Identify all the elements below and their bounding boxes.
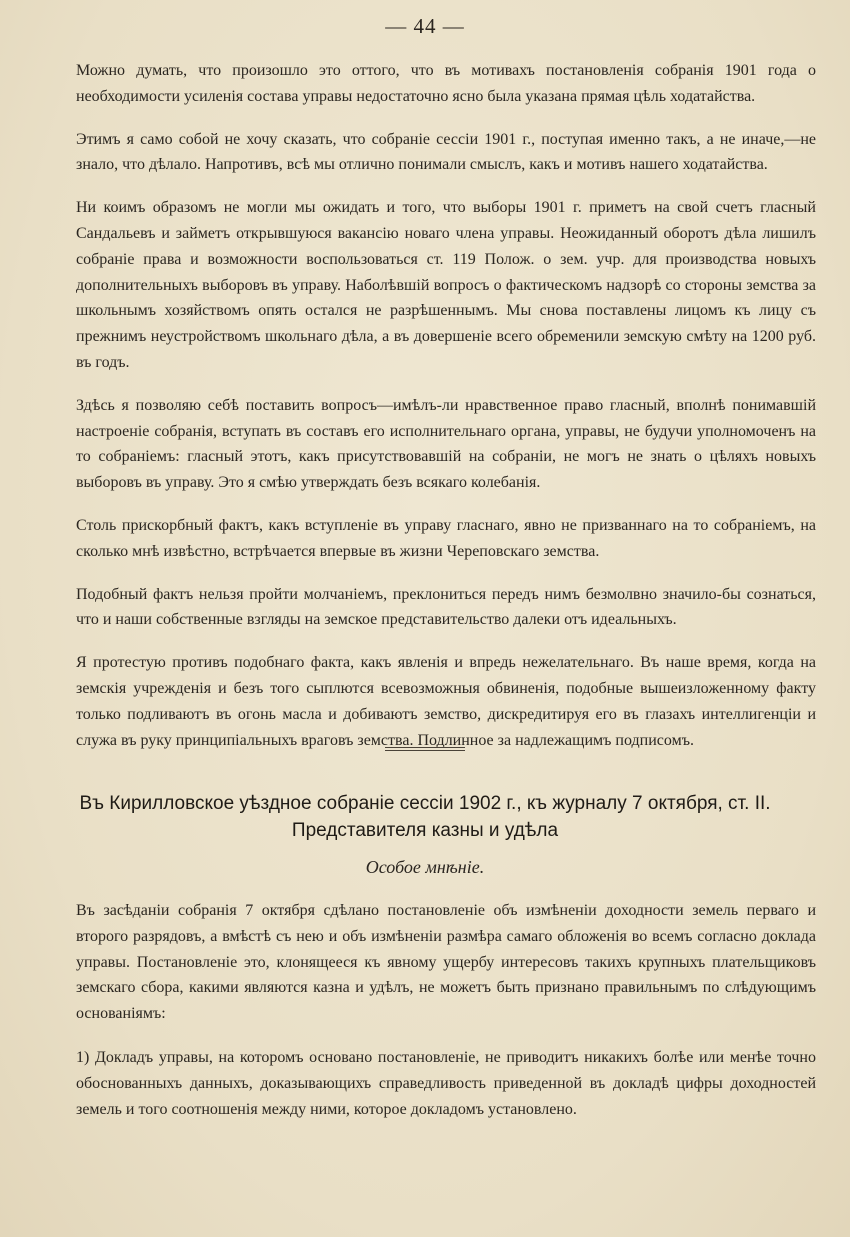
- page-number: — 44 —: [385, 14, 465, 38]
- paragraph: Этимъ я само собой не хочу сказать, что собраніе сессіи 1901 г., поступая именно такъ, а не иначе,—не знало, что дѣлало. Напротивъ, всѣ мы отлично понимали смыслъ, какъ и мотивъ нашего ходатайства.: [76, 130, 816, 174]
- paragraph: Ни коимъ образомъ не могли мы ожидать и того, что выборы 1901 г. приметъ на свой счетъ гласный Сандальевъ и займетъ открывшуюся вакансію новаго члена управы. Неожиданный оборотъ дѣла лишилъ собраніе права и возможности воспользоваться ст. 119 Полож. о зем. учр. для производства новыхъ дополнительныхъ выборовъ въ управу. Наболѣвшій вопросъ о фактическомъ надзорѣ со стороны земства за школьнымъ хозяйствомъ опять остался не разрѣшеннымъ. Мы снова поставлены лицомъ къ лицу съ прежнимъ неустройствомъ школьнаго дѣла, а въ довершеніе всего обременили земскую смѣту на 1200 руб. въ годъ.: [76, 199, 816, 371]
- body-text-top: [76, 58, 816, 770]
- paragraph: Подобный фактъ нельзя пройти молчаніемъ, преклониться передъ нимъ безмолвно значило-бы сознаться, что и наши собственные взгляды на земское представительство далеки отъ идеальныхъ.: [76, 585, 816, 629]
- paragraph: 1) Докладъ управы, на которомъ основано постановленіе, не приводитъ никакихъ болѣе или менѣе точно обоснованныхъ данныхъ, доказывающихъ справедливость приведенной въ докладѣ цифры доходностей земель и того соотношенія между ними, которое докладомъ установлено.: [76, 1048, 816, 1118]
- section-heading: Въ Кирилловское уѣздное собраніе сессіи 1902 г., къ журналу 7 октября, ст. II. Представителя казны и удѣла: [79, 793, 771, 841]
- paragraph: Столь прискорбный фактъ, какъ вступленіе въ управу гласнаго, явно не призваннаго на то собраніемъ, на сколько мнѣ извѣстно, встрѣчается впервые въ жизни Череповскаго земства.: [76, 516, 816, 560]
- section-divider: [385, 747, 465, 751]
- paragraph: Можно думать, что произошло это оттого, что въ мотивахъ постановленія собранія 1901 года о необходимости усиленія состава управы недостаточно ясно была указана прямая цѣль ходатайства.: [76, 62, 816, 105]
- paragraph: Я протестую противъ подобнаго факта, какъ явленія и впредь нежелательнаго. Въ наше время, когда на земскія учрежденія и безъ того сыплются всевозможныя обвиненія, подобные вышеизложенному факту только подливаютъ въ огонь масла и добиваютъ земство, дискредитируя его въ глазахъ интеллигенціи и служа въ руку принципіальныхъ враговъ земства. Подлинное за надлежащимъ подписомъ.: [76, 654, 816, 749]
- paragraph: Въ засѣданіи собранія 7 октября сдѣлано постановленіе объ измѣненіи доходности земель перваго и второго разрядовъ, а вмѣстѣ съ нею и объ измѣненіи размѣра самаго обложенія во всемъ согласно доклада управы. Постановленіе это, клонящееся къ явному ущербу интересовъ такихъ крупныхъ плательщиковъ земскаго сбора, какими являются казна и удѣлъ, не можетъ быть признано правильнымъ по слѣдующимъ основаніямъ:: [76, 902, 816, 1023]
- paragraph: Здѣсь я позволяю себѣ поставить вопросъ—имѣлъ-ли нравственное право гласный, вполнѣ понимавшій настроеніе собранія, вступать въ составъ его исполнительнаго органа, управы, не будучи уполномоченъ на то собраніемъ: гласный этотъ, какъ присутствовавшій на собраніи, не могъ не знать о цѣляхъ новыхъ выборовъ въ управу. Это я смѣю утверждать безъ всякаго колебанія.: [76, 396, 816, 492]
- body-text-bottom: [76, 898, 816, 1140]
- subheading: Особое мнѣніе.: [365, 857, 485, 877]
